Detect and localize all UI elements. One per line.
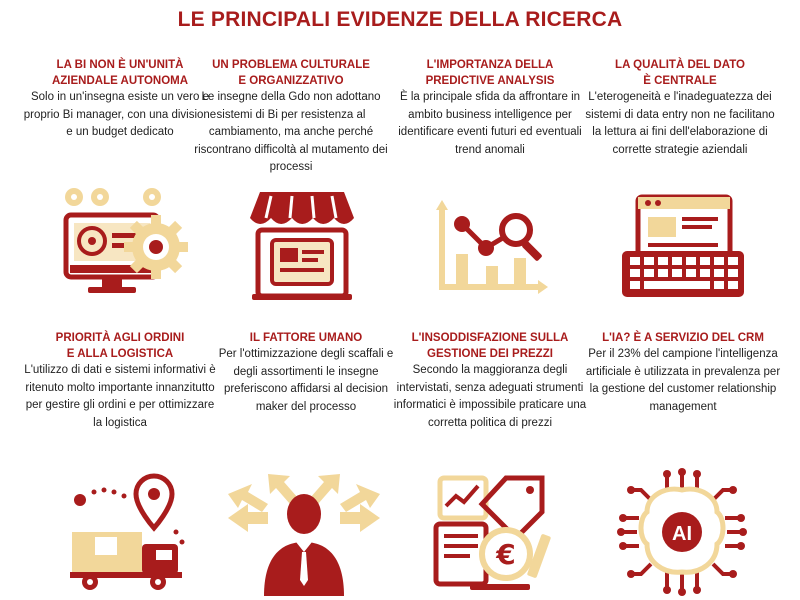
page-title: LE PRINCIPALI EVIDENZE DELLA RICERCA <box>177 8 623 31</box>
pricing-documents-icon <box>430 472 560 597</box>
card-data-quality <box>582 57 778 159</box>
delivery-truck-icon <box>64 472 194 597</box>
heading-line: E ORGANIZZATIVO <box>238 75 344 87</box>
card-heading <box>22 330 218 362</box>
keyboard-screen-icon <box>618 193 748 301</box>
card-ai-crm <box>585 330 781 416</box>
heading-line: IL FATTORE UMANO <box>249 332 363 344</box>
card-text: L'utilizzo di dati e sistemi informativi è ritenuto molto importante innanzitutto per gestire gli ordini e per ottimizzare la logistica <box>24 364 216 429</box>
card-heading <box>392 330 588 362</box>
storefront-icon <box>246 188 358 303</box>
card-text: Secondo la maggioranza degli intervistati, senza adeguati strumenti informatici è impossibile praticare una corretta politica di prezzi <box>393 364 587 429</box>
card-heading <box>193 57 389 89</box>
monitor-gear-icon <box>60 185 190 303</box>
heading-line: GESTIONE DEI PREZZI <box>427 348 553 360</box>
card-human-factor <box>208 330 404 416</box>
card-text: L'eterogeneità e l'inadeguatezza dei sistemi di data entry non ne facilitano la lettura ai fini dell'elaborazione di corrette strategie aziendali <box>585 91 775 156</box>
card-heading <box>208 330 404 346</box>
card-heading <box>585 330 781 346</box>
heading-line: È CENTRALE <box>643 75 717 87</box>
ai-brain-icon <box>617 468 747 596</box>
heading-line: AZIENDALE AUTONOMA <box>51 75 189 87</box>
heading-line: L'IMPORTANZA DELLA <box>426 59 554 71</box>
card-heading <box>22 57 218 89</box>
card-text: Per l'ottimizzazione degli scaffali e degli assortimenti le insegne preferiscono affidarsi al decision maker del processo <box>218 348 394 413</box>
card-cultural-problem <box>193 57 389 177</box>
heading-line: LA QUALITÀ DEL DATO <box>615 59 745 71</box>
svg-text:€: € <box>496 538 516 571</box>
heading-line: LA BI NON È UN'UNITÀ <box>56 59 184 71</box>
card-orders-logistics <box>22 330 218 432</box>
card-bi-unit <box>22 57 218 142</box>
card-heading <box>392 57 588 89</box>
card-text: Solo in un'insegna esiste un vero e proprio Bi manager, con una divisione e un budget dedicato <box>23 91 217 138</box>
heading-line: L'IA? È A SERVIZIO DEL CRM <box>602 332 764 344</box>
card-text: Le insegne della Gdo non adottano sistemi di Bi per resistenza al cambiamento, ma anche perché riscontrano difficoltà al mutamento dei processi <box>194 91 388 173</box>
ai-label: AI <box>672 523 692 545</box>
heading-line: E ALLA LOGISTICA <box>66 348 174 360</box>
businessman-arrows-icon <box>224 468 384 598</box>
chart-magnifier-icon <box>428 192 552 302</box>
heading-line: PREDICTIVE ANALYSIS <box>425 75 555 87</box>
card-predictive-analysis <box>392 57 588 159</box>
card-text: Per il 23% del campione l'intelligenza artificiale è utilizzata in prevalenza per la gestione del customer relationship management <box>585 348 781 413</box>
card-pricing <box>392 330 588 432</box>
card-heading <box>582 57 778 89</box>
heading-line: PRIORITÀ AGLI ORDINI <box>55 332 185 344</box>
heading-line: UN PROBLEMA CULTURALE <box>212 59 370 71</box>
heading-line: L'INSODDISFAZIONE SULLA <box>411 332 569 344</box>
card-text: È la principale sfida da affrontare in ambito business intelligence per identificare eventi futuri ed eventuali trend anomali <box>398 91 582 156</box>
